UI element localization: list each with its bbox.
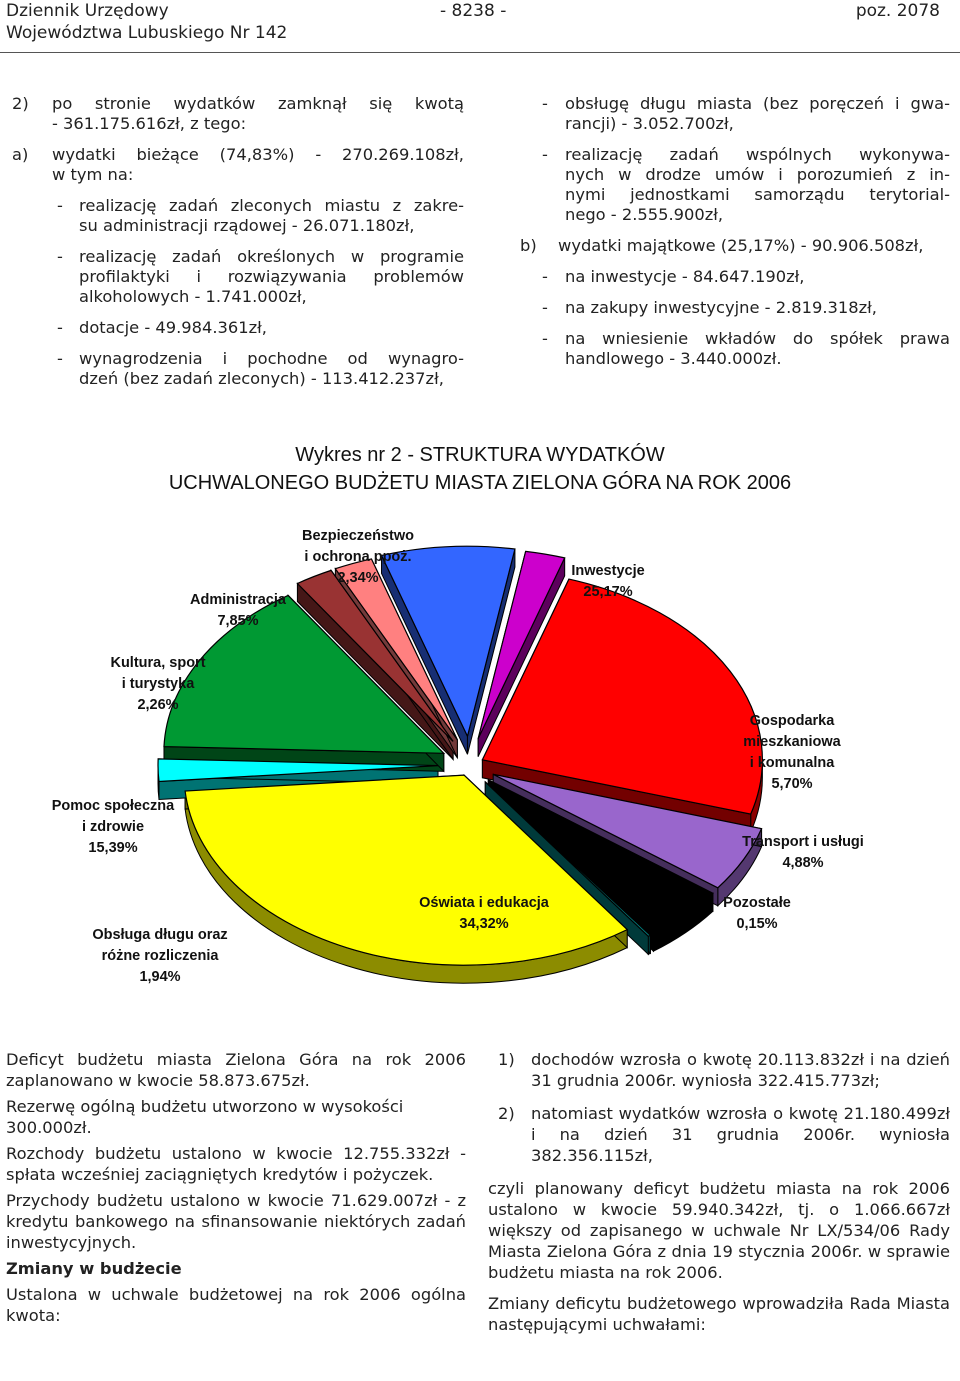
page-number: - 8238 - bbox=[440, 1, 507, 21]
text-line: wydatki majątkowe (25,17%) - 90.906.508zł, bbox=[558, 236, 924, 255]
text-line: realizację zadań zleconych miastu z zakre- bbox=[79, 196, 464, 215]
paragraph: Ustalona w uchwale budżetowej na rok 2006 ogólna kwota: bbox=[6, 1285, 466, 1325]
chart-title-line1: Wykres nr 2 - STRUKTURA WYDATKÓW bbox=[295, 444, 665, 466]
slice-label-gospodarka: Gospodarka mieszkaniowa i komunalna 5,70% bbox=[743, 713, 841, 792]
item-label: 2) bbox=[498, 1104, 515, 1123]
slice-label-administracja: Administracja 7,85% bbox=[190, 592, 286, 629]
slice-label-bezpieczenstwo: Bezpieczeństwo i ochrona ppoż. 2,34% bbox=[302, 528, 414, 586]
paragraph: natomiast wydatków wzrosła o kwotę 21.180.499zł i na dzień 31 grudnia 2006r. wyniosła 382.356.115zł, bbox=[531, 1104, 950, 1165]
item-label: a) bbox=[12, 145, 29, 164]
slice-label-oswiata: Oświata i edukacja 34,32% bbox=[419, 895, 549, 932]
text-line: po stronie wydatków zamknął się kwotą bbox=[52, 94, 464, 113]
right-column bbox=[520, 94, 950, 369]
slice-label-transport: Transport i usługi 4,88% bbox=[742, 834, 864, 871]
item-2 bbox=[12, 94, 464, 134]
text-line: realizację zadań określonych w programie bbox=[79, 247, 464, 266]
text-line: profilaktyki i rozwiązywania problemów bbox=[79, 267, 464, 286]
list-item bbox=[488, 1103, 950, 1166]
dash-bullet: - bbox=[542, 298, 548, 317]
dash-bullet: - bbox=[542, 94, 548, 113]
text-line: handlowego - 3.440.000zł. bbox=[565, 349, 782, 368]
header-divider bbox=[0, 52, 960, 53]
position-number: poz. 2078 bbox=[855, 1, 940, 21]
dash-bullet: - bbox=[57, 318, 63, 337]
dash-bullet: - bbox=[542, 267, 548, 286]
text-line: nymi jednostkami samorządu terytorial- bbox=[565, 185, 950, 204]
item-a bbox=[12, 145, 464, 185]
chart-title-line2: UCHWALONEGO BUDŻETU MIASTA ZIELONA GÓRA NA ROK 2006 bbox=[168, 472, 792, 494]
text-line: realizację zadań wspólnych wykonywa- bbox=[565, 145, 950, 164]
list-item bbox=[12, 349, 464, 389]
paragraph: Rozchody budżetu ustalono w kwocie 12.755.332zł - spłata wcześniej zaciągniętych kredytów i pożyczek. bbox=[6, 1144, 466, 1184]
item-label: 2) bbox=[12, 94, 29, 113]
text-line: nych w drodze umów i porozumień z in- bbox=[565, 165, 950, 184]
paragraph: czyli planowany deficyt budżetu miasta na rok 2006 ustalono w kwocie 59.940.342zł, tj. o 1.066.667zł większy od zapisanego w uchwale Nr LX/534/06 Rady Miasta Zielona Góra z dnia 19 stycznia 2006r. w sprawie budżetu miasta na rok 2006. bbox=[488, 1179, 950, 1282]
text-line: alkoholowych - 1.741.000zł, bbox=[79, 287, 307, 306]
item-b bbox=[520, 236, 950, 256]
list-item bbox=[488, 1049, 950, 1091]
bottom-right-column bbox=[488, 1049, 950, 1340]
left-column bbox=[12, 94, 464, 389]
text-line: - 361.175.616zł, z tego: bbox=[52, 114, 247, 133]
text-line: wynagrodzenia i pochodne od wynagro- bbox=[79, 349, 464, 368]
list-item bbox=[12, 318, 464, 338]
bottom-left-column bbox=[6, 1049, 466, 1331]
paragraph: dochodów wzrosła o kwotę 20.113.832zł i na dzień 31 grudnia 2006r. wyniosła 322.415.773zł; bbox=[531, 1050, 950, 1090]
journal-title-line2: Województwa Lubuskiego Nr 142 bbox=[6, 23, 288, 43]
paragraph: Rezerwę ogólną budżetu utworzono w wysokości 300.000zł. bbox=[6, 1097, 404, 1137]
text-line: dzeń (bez zadań zleconych) - 113.412.237zł, bbox=[79, 369, 444, 388]
dash-bullet: - bbox=[542, 145, 548, 164]
text-line: obsługę długu miasta (bez poręczeń i gwa- bbox=[565, 94, 950, 113]
paragraph: Przychody budżetu ustalono w kwocie 71.629.007zł - z kredytu bankowego na sfinansowanie niektórych zadań inwestycyjnych. bbox=[6, 1191, 466, 1252]
journal-title-line1: Dziennik Urzędowy bbox=[6, 1, 169, 21]
text-line: na wniesienie wkładów do spółek prawa bbox=[565, 329, 950, 348]
slice-label-pozostale: Pozostałe 0,15% bbox=[723, 895, 791, 932]
slice-label-inwestycje: Inwestycje 25,17% bbox=[571, 563, 645, 600]
paragraph: Deficyt budżetu miasta Zielona Góra na rok 2006 zaplanowano w kwocie 58.873.675zł. bbox=[6, 1050, 466, 1090]
dash-bullet: - bbox=[57, 196, 63, 215]
dash-bullet: - bbox=[57, 349, 63, 368]
list-item bbox=[520, 329, 950, 369]
dash-bullet: - bbox=[57, 247, 63, 266]
item-label: 1) bbox=[498, 1050, 515, 1069]
text-line: na inwestycje - 84.647.190zł, bbox=[565, 267, 805, 286]
text-line: rancji) - 3.052.700zł, bbox=[565, 114, 734, 133]
list-item bbox=[520, 94, 950, 134]
text-line: na zakupy inwestycyjne - 2.819.318zł, bbox=[565, 298, 877, 317]
list-item bbox=[12, 247, 464, 307]
slice-label-obsluga-dlugu: Obsługa długu oraz różne rozliczenia 1,94% bbox=[92, 927, 228, 985]
dash-bullet: - bbox=[542, 329, 548, 348]
text-line: dotacje - 49.984.361zł, bbox=[79, 318, 267, 337]
slice-label-pomoc-spoleczna: Pomoc społeczna i zdrowie 15,39% bbox=[51, 798, 175, 856]
text-line: w tym na: bbox=[52, 165, 134, 184]
list-item bbox=[520, 267, 950, 287]
section-heading: Zmiany w budżecie bbox=[6, 1259, 182, 1278]
list-item bbox=[520, 145, 950, 225]
paragraph: Zmiany deficytu budżetowego wprowadziła Rada Miasta następującymi uchwałami: bbox=[488, 1294, 950, 1334]
list-item bbox=[520, 298, 950, 318]
slice-label-kultura: Kultura, sport i turystyka 2,26% bbox=[110, 655, 206, 713]
item-label: b) bbox=[520, 236, 537, 255]
text-line: su administracji rządowej - 26.071.180zł, bbox=[79, 216, 415, 235]
text-line: nego - 2.555.900zł, bbox=[565, 205, 724, 224]
journal-title bbox=[6, 0, 287, 44]
text-line: wydatki bieżące (74,83%) - 270.269.108zł, bbox=[52, 145, 464, 164]
list-item bbox=[12, 196, 464, 236]
chart-title bbox=[0, 441, 960, 497]
